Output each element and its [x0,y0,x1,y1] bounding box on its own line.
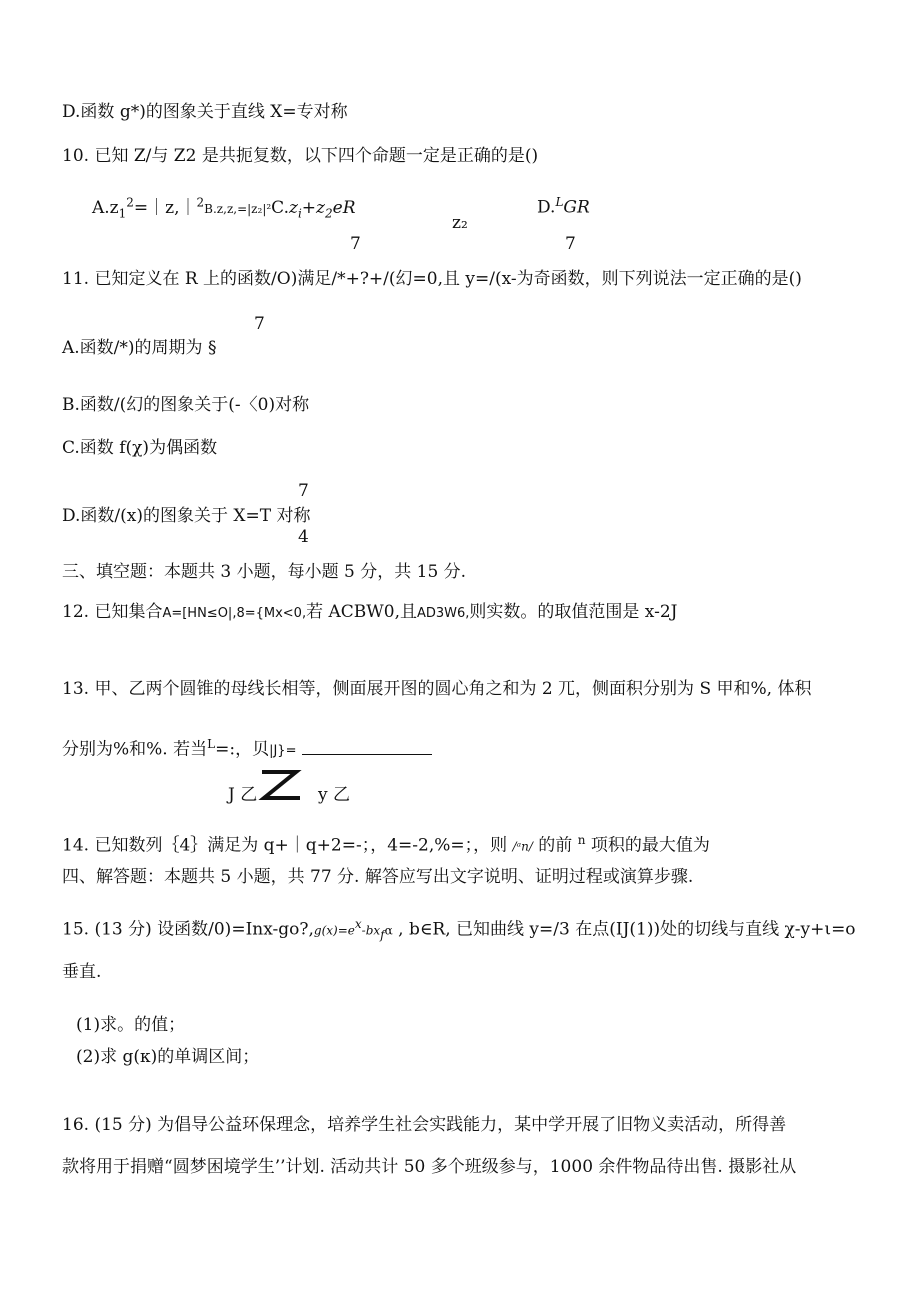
large-z-glyph [258,768,302,802]
option-10a: $A.z_1^2=|z,|^2$ [92,195,205,221]
question-15-stem: 15. (13 分) 设函数$/0)=Inx-go?,g(x)=e^x-bx_f\alpha$ , b∈R, 已知曲线 y=/3 在点(IJ(1))处的切线与直线 χ-y+ι=o [62,917,856,943]
section-four-heading: 四、解答题：本题共 5 小题，共 77 分. 解答应写出文字说明、证明过程或演算步骤. [62,867,694,887]
question-13-fraction-left: J 乙 [228,785,258,805]
option-9d: D.函数 g*)的图象关于直线 X=专对称 [62,102,348,122]
option-11d: D.函数/(x)的图象关于 X=T 对称 [62,506,311,526]
question-10-options [92,191,356,224]
section-three-heading: 三、填空题：本题共 3 小题，每小题 5 分，共 15 分. [62,562,467,582]
question-10-stem: 10. 已知 Z/与 Z2 是共扼复数，以下四个命题一定是正确的是() [62,146,539,166]
question-13-stem: 13. 甲、乙两个圆锥的母线长相等，侧面展开图的圆心角之和为 2 兀，侧面积分别为 S 甲和%, 体积 [62,679,812,699]
question-14: 14. 已知数列｛4｝满足为 q+｜q+2=-；，4=-2,%=；，则 /ᵃn/ 的前 $^n$ 项积的最大值为 [62,833,710,856]
question-16-continuation: 款将用于捐赠“圆梦困境学生’’计划. 活动共计 50 多个班级参与，1000 余件物品待出售. 摄影社从 [62,1157,797,1177]
question-11-stem: 11. 已知定义在 R 上的函数/O)满足/*+?+/(幻=0,且 y=/(x-为奇函数，则下列说法一定正确的是() [62,269,802,289]
option-10-stray-mark: 7 [350,234,361,254]
question-15-continuation: 垂直. [62,962,102,982]
option-11c: C.函数 f(χ)为偶函数 [62,438,218,458]
question-16-stem: 16. (15 分) 为倡导公益环保理念，培养学生社会实践能力，某中学开展了旧物义卖活动，所得善 [62,1115,787,1135]
option-10-stray-mark: 7 [565,234,576,254]
option-10-stray-mark: z₂ [452,213,468,233]
option-10d: D.$^L$GR [537,195,590,218]
question-15-part-1: (1)求。的值； [76,1015,186,1035]
option-11d-fraction-denominator: 4 [298,527,309,547]
option-10b: B.z,z,=|z₂|² [204,201,272,216]
option-11a: A.函数/*)的周期为 § [62,338,217,358]
option-11a-fraction-numerator: 7 [254,314,265,334]
option-10c: $C.z_i+z_2eR$ [271,197,356,221]
question-13-fraction-right: y 乙 [318,785,351,805]
question-12: 12. 已知集合A=[HN≤O|,8={Mx<0,若 ACBW0,且AD3W6,则实数。的取值范围是 x-2J [62,602,678,622]
option-11d-fraction-numerator: 7 [298,481,309,501]
option-11b: B.函数/(幻的图象关于(-〈0)对称 [62,395,310,415]
question-13-continuation: 分别为%和%. 若当$^L$=:，贝|J}= [62,733,432,763]
question-15-part-2: (2)求 g(κ)的单调区间； [76,1047,260,1067]
answer-blank [302,740,432,755]
